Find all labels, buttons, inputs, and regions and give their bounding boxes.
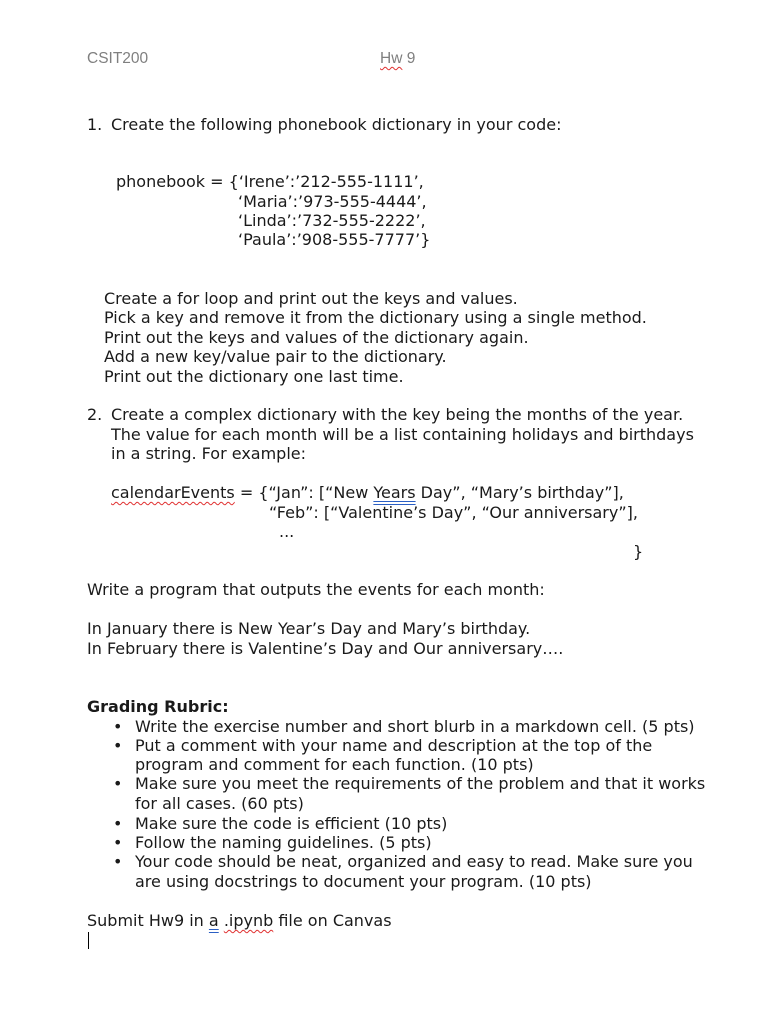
q2-prompt-line: Create a complex dictionary with the key being the months of the year. <box>111 405 684 424</box>
q2-write-prompt: Write a program that outputs the events for each month: <box>87 580 545 599</box>
bullet-icon: • <box>113 736 123 755</box>
bullet-icon: • <box>113 833 123 852</box>
q1-step: Add a new key/value pair to the dictionary. <box>104 347 447 366</box>
q1-code-line: ‘Paula’:’908-555-7777’} <box>238 230 431 249</box>
file-extension: .ipynb <box>223 911 274 930</box>
code-variable: calendarEvents <box>111 483 235 502</box>
years-word: Years <box>373 483 416 502</box>
q1-code-line: ‘Maria’:’973-555-4444’, <box>238 192 427 211</box>
q1-code-line: phonebook = {‘Irene’:’212-555-1111’, <box>116 172 424 191</box>
hw-number: 9 <box>402 50 416 67</box>
q2-code-line: calendarEvents = {“Jan”: [“New Years Day”, “Mary’s birthday”], <box>111 483 624 502</box>
q2-prompt-line: in a string. For example: <box>111 444 307 463</box>
hw-label: Hw <box>380 50 403 67</box>
bullet-icon: • <box>113 814 123 833</box>
q1-code-line: ‘Linda’:’732-555-2222’, <box>238 211 426 230</box>
q2-output-line: In February there is Valentine’s Day and Our anniversary…. <box>87 639 564 658</box>
bullet-icon: • <box>113 852 123 871</box>
q1-step: Create a for loop and print out the keys and values. <box>104 289 518 308</box>
bullet-icon: • <box>113 717 123 736</box>
course-code: CSIT200 <box>87 50 149 67</box>
q1-step: Pick a key and remove it from the dictionary using a single method. <box>104 308 647 327</box>
text-cursor <box>88 932 89 949</box>
submit-line: Submit Hw9 in a .ipynb file on Canvas <box>87 911 392 930</box>
rubric-title: Grading Rubric: <box>87 697 229 716</box>
q2-output-line: In January there is New Year’s Day and Mary’s birthday. <box>87 619 531 638</box>
q2-code-line: “Feb”: [“Valentine’s Day”, “Our anniversary”], <box>269 503 638 522</box>
article-a: a <box>208 911 219 930</box>
q1-number: 1. <box>87 115 103 134</box>
q2-number: 2. <box>87 405 103 424</box>
bullet-icon: • <box>113 774 123 793</box>
q2-prompt-line: The value for each month will be a list containing holidays and birthdays <box>111 425 694 444</box>
q2-code-close: } <box>633 542 644 561</box>
q1-step: Print out the keys and values of the dictionary again. <box>104 328 529 347</box>
q1-prompt: Create the following phonebook dictionary in your code: <box>111 115 562 134</box>
homework-title <box>380 49 415 69</box>
q2-code-ellipsis: ... <box>279 522 295 541</box>
q1-step: Print out the dictionary one last time. <box>104 367 404 386</box>
